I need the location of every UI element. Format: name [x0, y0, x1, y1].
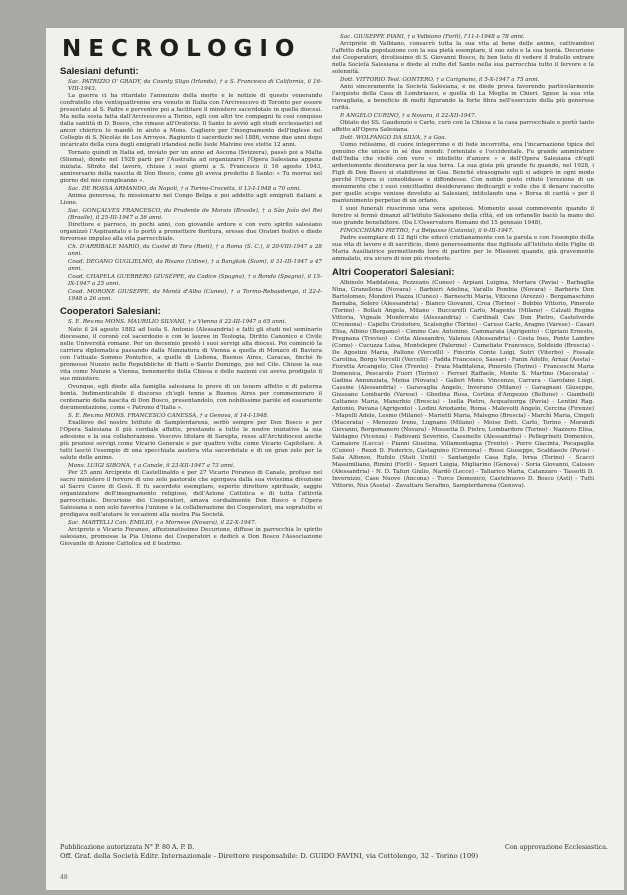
obituary-text: Arciprete e Vicario Foraneo, affezionatissimo Decurione, diffuse in parrocchia lo spirito salesiano, promosse la Pia Unione dei Cooperatori e dedicò a Don Bosco l'Associazione Giovanile di Azione Cattolica ed il teatrino.: [60, 526, 322, 547]
obituary-name: Dott. WOLFANGO DA SILVA, † a Goa.: [340, 135, 447, 142]
obituary-text: Per 25 anni Arciprete di Castellinaldo e per 27 Vicario Foraneo di Canale, profuse nel sacro ministero il fervore di uno zelo pastorale che sgorgava dalla sua vivissima divozione al Sacro Cuore di Gesù. E fu sacerdote esemplare, esperto direttore spirituale, saggio organizzatore dell'insegnamento religioso, dell'Azione Cattolica e di tutta l'attività parrocchiale. Decurione dei Cooperatori, amava cordialmente Don Bosco e l'Opera Salesiana e non solo favoriva l'unione e la collaborazione dei Cooperatori, ma sopratutto si prodigava nell'aiutare le vocazioni alla nostra Pia Società.: [60, 469, 322, 518]
obituary-name: Sac. DE ROSSA ARMANDO, da Napoli, † a Torino-Crocetta, il 13-I-1948 a 70 anni.: [68, 186, 302, 193]
obituary-entry: [60, 274, 322, 288]
obituary-entry: [60, 208, 322, 243]
obituary-entry: [60, 520, 322, 548]
obituary-entry: [332, 228, 594, 263]
obituary-entry: [332, 206, 594, 227]
obituary-text: Anima generosa, fu missionario nel Congo Belga e poi addetto agli emigrati italiani a Lione.: [60, 193, 322, 207]
obituary-entry: [60, 319, 322, 382]
footer-ecclesiastical-approval: Con approvazione Ecclesiastica.: [505, 844, 608, 851]
section-cooperatori: [60, 319, 322, 548]
obituary-name: Mons. LUIGI SIBONA, † a Canale, il 23-XII-1947 a 73 anni.: [68, 462, 235, 469]
obituary-text: Exallievo del nostro Istituto di Sampierdarena, serbò sempre per Don Bosco e per l'Opera Salesiana il più cordiale affetto, prestando a tutte le nostre iniziative la sua adesione e la sua collaborazione. Vescovo titolare di Sarepta, resse all'Archidiocesi anche più preziosi servigi come Vicario Generale e per quattro volte come Vicario Capitolare. A tutti lasciò l'esempio di una specchiata austera vita sacerdotale e di un gran zelo per la salute delle anime.: [60, 419, 322, 461]
section-salesiani: [60, 79, 322, 303]
obituary-entry: [332, 113, 594, 134]
obituary-entry: [332, 135, 594, 205]
footer-authorization: Pubblicazione autorizzata N° P. 80 A. P. B.: [60, 844, 195, 851]
section-heading-salesiani: Salesiani defunti:: [60, 66, 139, 77]
right-column: [332, 34, 594, 490]
obituary-text: I suoi funerali riuscirono una vera apoteosi. Momento assai commovente quando il feretro si fermò dinanzi all'Istituto Salesiano della città, ed un orfanello baciò la mano del suo grande benefattore. (Da L'Osservatore Romano del 15 gennaio 1948).: [332, 206, 594, 227]
section-heading-cooperatori: Cooperatori Salesiani:: [60, 306, 161, 318]
obituary-name: Sac. MARTELLI Can. EMILIO, † a Mornese (Novara), il 22-X-1947.: [68, 519, 257, 526]
obituary-name: P. ANGELO CURINO, † a Novara, il 22-XII-1947.: [340, 113, 477, 120]
obituary-text: Anni sinceramente la Società Salesiana, e ne diede prova favorendo particolarmente l'acquisto della Casa di Lombriasco, e quella di La Moglia in Chieri. Spese la sua vita travagliata, a beneficio di molti figurando la forte fibra nell'esercizio della più generosa carità.: [332, 84, 594, 112]
obituary-name: Coad. MORONE GIUSEPPE, da Montà d'Alba (Cuneo), † a Torino-Rebaudengo, il 22-I-1948 a 26 anni.: [68, 289, 322, 303]
obituary-entry: [332, 34, 594, 76]
obituary-name: Sac. GONÇALVES FRANCESCO, da Prudente de Morais (Brasile), † a São João del Rei (Brasile), il 25-III-1947 a 36 anni.: [68, 208, 322, 222]
obituary-text: Direttore e parroco, in pochi anni, con giovanile ardore e con vero spirito salesiano organizzò l'Aspirantato e lo portò a promettere floritura, eresse due Oratori festivi e diede fervorose impulso alla vita parrocchiale.: [60, 222, 322, 243]
obituary-entry: [60, 244, 322, 258]
page-number: 48: [60, 874, 68, 881]
obituary-name: Sac. GIUSEPPE PIANI, † a Valbiano (Forlì), l'11-I-1948 a 78 anni.: [340, 34, 525, 40]
obituary-text: Padre esemplare di 12 figli che educò cristianamente con la parola e con l'esempio della sua vita di lavoro e di sacrificio, donò generosamente due figliuole all'Istituto delle Figlie di Maria Ausiliatrice permettendo loro di partire per le Missioni quando, già gravemente ammalato, era sicuro di non più rivederle.: [332, 235, 594, 263]
obituary-name: S. E. Rev.ma MONS. FRANCESCO CANESSA, † a Genova, il 14-I-1948.: [68, 412, 269, 419]
obituary-entry: [60, 186, 322, 207]
obituary-entry: [60, 413, 322, 462]
obituary-text: La guerra ci ha ritardato l'annunzio della morte e le notizie di questo venerando confratello che ventiquattrenne era venuto in Italia con l'Arcivescovo di Toronto per essere presentato al S. Padre e pervenire poi a facilitare il ministero sacerdotale in quella diocesi. Ma nella sosta fatta dall'Arcivescovo a Torino, egli con altri tre compagni fu così conquiso dalla santità di D. Bosco, che rimase all'Oratorio. Il Santo lo avviò agli studi ecclesiastici ed ancor chierico lo mandò in aiuto a Mons. Cagliero per l'insegnamento dell'inglese nel Collegio di S. Nicolás de Los Arroyos. Ragiunto il sacerdozio nel 1886, venne due anni dopo incaricato della cura degli emigrati irlandesi nelle Isole Malvine ove stette 12 anni.: [60, 93, 322, 149]
section-heading-altri-cooperatori: Altri Cooperatori Salesiani:: [332, 266, 455, 278]
left-column: [60, 34, 322, 549]
obituary-name: S. E. Rev.ma MONS. MAURILIO SILVANI, † a Vienna il 22-III-1947 a 65 anni.: [68, 319, 287, 326]
obituary-text: Ovunque, egli diede alla famiglia salesiana le prove di un tenero affetto e di paterna bontà. Indimenticabile il discorso ch'egli tenne a Buenos Aires per commemorare il centenario della nascita di Don Bosco, presentandolo, con nobilissime parole ed esauriente documentazione, come « Patrono d'Italia ».: [60, 383, 322, 411]
obituary-name: Coad. DEGANO GUGLIELMO, da Risano (Udine), † a Bangkok (Siam), il 31-III-1947 a 47 anni.: [68, 259, 322, 273]
obituary-name: Ch. D'ARRIBALE MARIO, da Castel di Tora (Rieti), † a Roma (S. C.), il 20-VIII-1947 a 28 anni.: [68, 244, 322, 258]
obituary-name: Coad. CHAPELA GUERRERO GIUSEPPE, da Cadice (Spagna), † a Ronda (Spagna), il 15-IX-1947 a 25 anni.: [68, 274, 322, 288]
obituary-entry: [60, 384, 322, 412]
page-title: NECROLOGIO: [62, 36, 302, 62]
obituary-entry: [60, 259, 322, 273]
obituary-entry: [60, 289, 322, 303]
altri-cooperatori-list: Albinolo Maddalena, Pezzeano (Cuneo) - Arpiani Luigina, Mortara (Pavia) - Barbaglia Nina, Granellona (Novara) - Barbieri Adelina, Varallo Pombia (Novara) - Barberis Don Bartolomeo, Mondovì Piazza (Cuneo) - Barneschi Maria, Viticeno (Arezzo) - Bergamaschino Barnaba, Solero (Alessandria) - Bianco Giovanni, Crea (Torino) - Bobbio Vittorio, Pinerolo (Torino) - Bollati Angela, Milano - Buccarelli Carlo, Magenta (Milano) - Calzati Regina Vittoria, Vignale Monferrato (Alessandria) - Cardinali Cav. Don Pietro, Castelverde (Cremona) - Capello Cristoforo, Scalenghe (Torino) - Caruso Carlo, Aragno (Varese) - Casari Elisa, Albino (Bergamo) - Cimino Cav. Antonino, Cammarata (Agrigento) - Cipriani Ernesto, Pregnana (Treviso) - Cotta Alessandro, Valenza (Alessandria) - Costa Ines, Ponte Lambro (Como) - Cucuzza Luisa, Montelepre (Palermo) - Cumetiato Francesco, Soldeido (Brescia) - De Agostini Maria, Pallone (Vercelli) - Fincirlo Conte Luigi, Sutri (Viterbo) - Fossale Carolina, Borgo Vercelli (Vercelli) - Fadda Francesco, Sassari - Fanin Adolfo, Arnaz (Aosta) - Fioretta Arcangelo, Cles (Trento) - Fraia Maddalena, Pinerolo (Torino) - Franceschi Maria Domenica, Pescarolo Fuori (Torino) - Ferrari Raffaele, Monte S. Martino (Macerata) - Gadina Annunziata, Meina (Novara) - Galleri Mons. Vincenzo, Carrara - Garofano Luigi, Cassine (Alessandria) - Garavaglia Angelo, Inveruno (Milano) - Garagnani Giuseppe, Giussano Lombardo (Varese) - Ghedina Rosa, Cortina d'Ampezzo (Belluno) - Giambelli Cattaneo Maria, Manerbio (Brescia) - Isella Pietro, Acquafuorga (Pavia) - Lentini Rag. Antonio, Pavana (Agrigento) - Lodini Ariodante, Roma - Malevolti Angelo, Cercina (Firenze) - Mapelli Adele, Lesmo (Milano) - Marietti Maria, Malegno (Brescia) - Marchi Maria, Cingoli (Macerata) - Menozzo Irene, Lugnano (Milano) - Moise Dott. Carlo, Torino - Morandi Giovanni, Borgomanero (Novara) - Mussetta D. Pietro, Lombardore (Torino) - Nazzero Elisa, Valdagno (Vicenza) - Padovani Severino, Cassinelle (Alessandria) - Pellegrineti Domenico, Camaiore (Lucca) - Pianni Giustina, Villamontagna (Trento) - Porro Giacinta, Pocapaglia (Cuneo) - Rezzi D. Federico, Castagnino (Cremona) - Rossi Giuseppe, Scaldasole (Pavia) - Sala Alfonso, Rufolo (Stati Uniti) - Santangelo Casa Egle, Ivrea (Torino) - Scacci Massimiliano, Rimini (Forlì) - Squeri Luigia, Migliarino (Genova) - Soria Giovanni, Calosso (Alessandria) - N. D. Tafuri Giulio, Nardò (Lecce) - Tallarico Maria, Catanzaro - Tassotti D. Invernizio, Case Nuove (Ancona) - Turco Domenico, Castelnuovo D. Bosco (Asti) - Tutti Vittorio, Nus (Aosta) - Zavattaro Serafino, Sampierdarena (Genova).: [332, 279, 594, 489]
obituary-entry: [332, 77, 594, 112]
obituary-entry: [60, 463, 322, 519]
obituary-entry: [60, 150, 322, 185]
footer: [60, 844, 608, 860]
obituary-name: Dott. VITTORIO Teol. GONTERO, † a Carignano, il 5-X-1947 a 75 anni.: [340, 77, 540, 84]
obituary-text: Nato il 24 agosto 1882 ad Isola S. Antonio (Alessandria) e fatti gli studi nel seminario diocesano, il coronò col sacerdozio e con le lauree in Teologia, Diritto Canonico e Civile nelle Università romane. Per un decennio prestò i suoi servigi alla diocesi. Poi cominciò la carriera diplomatica passando dalla Nunziatura di Vienna a quella di Monaco di Baviera con l'attuale Sommo Pontefice, a quelle di Lisbona, Buenos Aires, Caracas, finché fu promosso Nunzio nelle Repubbliche di Haiti e Santo Domingo, poi nel Cile. Chiuse la sua vita come Nunzio a Vienna, benemerito della Chiesa e delle nazioni cui aveva prodigato il suo ministero.: [60, 326, 322, 382]
section-cooperatori-continued: [332, 34, 594, 264]
obituary-entry: [60, 79, 322, 149]
document-page: [46, 28, 624, 890]
obituary-name: FINOCCHIARO PIETRO, † a Belpasso (Catania), il 6-III-1947.: [340, 228, 514, 235]
obituary-text: Tornato quindi in Italia ed, inviato per un anno ad Ascona (Svizzera), passò poi a Malta (Sliema), donde nel 1928 partì per l'Australia ad organizzarvi l'Opera Salesiana appena iniziata. Sfinito dal lavoro, chiuse i suoi giorni a S. Francesco il 16 agosto 1943, anniversario della nascita di Don Bosco, come gli aveva predetto il Santo: « Tu morrai nel giorno del mio compleanno ».: [60, 150, 322, 185]
obituary-text: Uomo retissimo, di cuore integerrimo e di fede incorrotta, era l'incarnazione tipica del genuino che unisce in sé due mondi: l'orientale e l'occidentale. Fu grande ammiratore dell'India che visitò con vero « intelletto d'amore » e dell'Opera Salesiana ch'egli ardentemente desiderava per la sua terra. La sua gioia più grande fu quando, nel 1928, i Figli di Don Bosco si stabilirono in Goa. Benché strasognato egli si adoprò in ogni modo perché l'Opera si consolidasse e diffondesse. Con nobile gesto rifiutò l'erezione di un monumento che i suoi concittadini desideravano dedicargli e volle che il denaro raccolto per quello scopo venisse devoluto ai Salesiani, intitolando una « Borsa di carità » per il mantenimento perpetuo di un orfano.: [332, 142, 594, 205]
obituary-text: Oblato dei SS. Gaudenzio e Carlo, curò con la Chiesa e la casa parrocchiale e portò tanto affetto all'Opera Salesiana.: [332, 120, 594, 134]
obituary-text: Arciprete di Valbiano, consacrò tutta la sua vita al bene delle anime, cattivandosi l'affetto della popolazione con la sua pietà esemplare, il suo zelo e la sua bontà. Decurione dei Cooperatori, divotissimo di S. Giovanni Bosco, fu ben lieto di vedere il fratello entrare nella Società Salesiana e diede al culto del Santo nella sua parrocchia tutto il fervore e la solennità.: [332, 41, 594, 76]
obituary-name: Sac. PATRIZIO O' GRADY, da County Sligo (Irlanda), † a S. Francesco di California, il 16-VIII-1943.: [68, 79, 322, 93]
footer-publisher: Off. Graf. della Società Editr. Internazionale - Direttore responsabile: D. GUIDO FAVINI, via Cottolengo, 32 - Torino (109): [60, 852, 479, 860]
